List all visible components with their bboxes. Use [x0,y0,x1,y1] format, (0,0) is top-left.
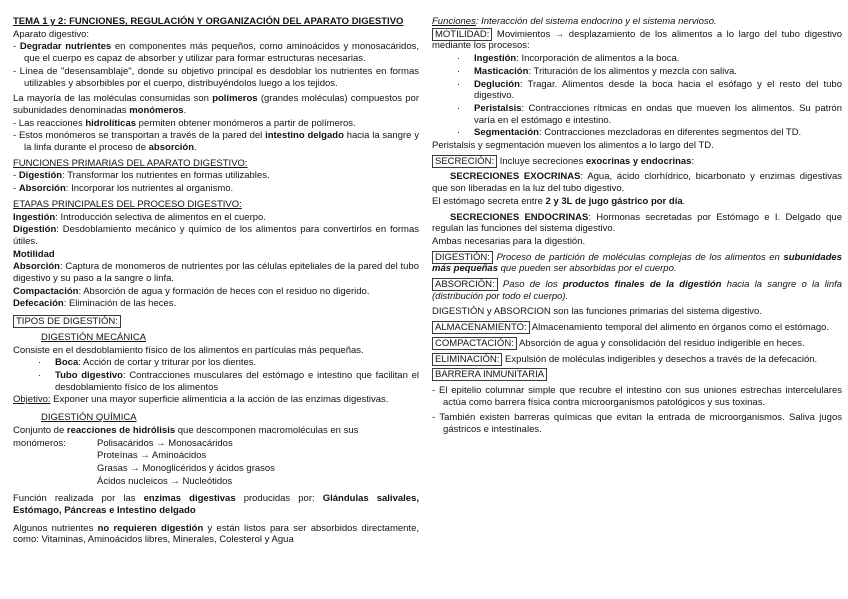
text-segment: producidas por: [235,493,323,505]
text-segment: . [682,195,686,207]
text-segment: intestino delgado [265,130,344,142]
compactacion-paragraph [432,338,842,350]
paragraph [432,140,842,152]
absorcion-paragraph [432,279,842,302]
text-segment: Funciones [432,16,476,27]
text-segment: polímeros [212,93,258,105]
dot-bullet-item [432,103,842,126]
text-segment: Absorción de agua y consolidación del residuo indigerible en heces. [516,337,805,349]
boxed-label: SECRECIÓN: [432,155,497,168]
boxed-label: DIGESTIÓN: [432,251,493,264]
text-segment: monómeros: [13,437,66,449]
dot-bullet-item [13,370,419,393]
text-segment: Objetivo: [13,394,51,406]
text-segment: Expulsión de moléculas indigeribles y desechos a través de la defecación. [502,353,818,365]
dot-bullet-item [432,79,842,102]
bullet-marker: · [38,357,42,369]
bullet-marker: · [457,53,461,65]
tipos-digestion-heading [13,316,419,328]
text-segment: Segmentación [474,127,539,139]
text-segment: Deglución [474,78,520,90]
text-segment: : [691,155,695,167]
bullet-item [13,118,419,130]
subsection-heading [41,332,419,344]
funciones-line [432,16,842,28]
text-segment: Grasas → Monoglicéridos y ácidos grasos [97,462,275,474]
text-segment: Boca [55,357,79,369]
text-segment: Consiste en el desdoblamiento físico de los alimentos en partículas más pequeñas. [13,344,364,356]
bullet-marker: · [457,102,461,114]
text-segment: Peristalsis [474,102,522,114]
paragraph [432,196,842,208]
text-segment: Proceso de partición de moléculas complejas de los alimentos en [492,251,784,263]
text-segment: (grandes moléculas) compuestos por subunidades denominadas [13,93,420,116]
text-segment: : Introducción selectiva de alimentos en el cuerpo. [55,211,266,223]
text-segment: SECRECIONES ENDOCRINAS [450,211,589,223]
text-segment: : Desdoblamiento mecánico y químico de los alimentos para convertirlos en formas útiles. [13,224,419,247]
monomer-map-line [13,438,419,450]
paragraph [13,523,419,546]
text-segment: productos finales de la digestión [562,279,722,291]
bullet-item [432,385,842,408]
text-segment: : Eliminación de las heces. [63,298,177,310]
dot-bullet-item [432,127,842,139]
text-segment: Ácidos nucleicos → Nucleótidos [97,475,233,487]
monomer-map-line [97,463,419,475]
definition [13,261,419,284]
definition [13,212,419,224]
text-segment: : Incorporar los nutrientes al organismo. [65,183,234,195]
boxed-label: BARRERA INMUNITARIA [432,368,547,381]
text-segment: Tubo digestivo [55,369,123,381]
text-segment: DIGESTIÓN y ABSORCION son las funciones primarias del sistema digestivo. [432,306,762,318]
text-segment: SECRECIONES EXOCRINAS [450,171,581,183]
barrera-inmunitaria-heading [432,369,842,381]
text-segment: - También existen barreras químicas que evitan la entrada de microorganismos. Saliva jugos gástricos e intestinales. [432,412,842,436]
objective-line [13,394,419,406]
right-column [432,16,842,599]
text-segment: - Las reacciones [13,117,86,129]
text-segment: Proteínas → Aminoácidos [97,450,207,462]
definition [13,286,419,298]
eliminacion-paragraph [432,354,842,366]
text-segment: : Absorción de agua y formación de heces con el residuo no digerido. [78,285,370,297]
text-segment: - El epitelio columnar simple que recubre el intestino con sus uniones estrechas intercelulares actúa como barrera física contra microorganismos patológicos y sus toxinas. [432,384,842,408]
text-segment: permiten obtener monómeros a partir de polímeros. [136,117,356,129]
text-segment: Algunos nutrientes [13,522,98,534]
motilidad-paragraph [432,29,842,52]
text-segment: que descomponen macromoléculas en sus [175,424,359,436]
boxed-label: ABSORCIÓN: [432,278,498,291]
text-segment: Movimientos → desplazamiento de los alimentos a lo largo del tubo digestivo mediante los procesos: [432,28,842,52]
text-segment: : Captura de monomeros de nutrientes por las células epiteliales de la pared del tubo digestivo y su paso a la sangre o linfa. [13,261,419,285]
text-segment: y están listos para ser absorbidos directamente, como: Vitaminas, Aminoácidos libres, Minerales, Colesterol y Agua [13,522,419,546]
bullet-item [432,412,842,435]
text-segment: Peristalsis y segmentación mueven los alimentos a lo largo del TD. [432,140,714,152]
intro-label [13,29,419,41]
secrecion-paragraph [432,156,842,168]
text-segment: Compactación [13,285,79,297]
text-segment: - Estos monómeros se transportan a través de la pared del [13,130,266,142]
text-segment: : Transformar los nutrientes en formas utilizables. [62,170,270,182]
text-segment: Digestión [13,224,57,236]
text-segment: - [13,183,19,195]
text-segment: : Tragar. Alimentos desde la boca hacia el esófago y el resto del tubo digestivo. [474,78,842,102]
text-segment: enzimas digestivas [143,493,236,505]
text-segment: Almacenamiento temporal del alimento en órganos como el estómago. [529,322,830,334]
paragraph [432,306,842,318]
boxed-label: ALMACENAMIENTO: [432,321,530,334]
text-segment: monómeros [129,104,184,116]
text-segment: : Acción de cortar y triturar por los dientes. [78,357,257,369]
bullet-item [13,170,419,182]
paragraph [13,345,419,357]
text-segment: . [183,104,187,116]
paragraph [13,425,419,437]
text-segment: . [194,142,197,154]
paragraph [432,236,842,248]
boxed-label: MOTILIDAD: [432,28,492,41]
text-segment: : Contracciones musculares del estómago e intestino que facilitan el desdoblamiento físico de los alimentos [55,369,419,393]
text-segment: hacia la sangre o la linfa (distribución por todo el cuerpo). [432,279,843,302]
text-segment: Función realizada por las [13,493,144,505]
paragraph [13,93,419,116]
bullet-item [13,66,419,89]
text-segment: Digestión [18,170,63,182]
section-heading [13,158,419,170]
digestion-paragraph [432,252,842,275]
text-segment: hidrolíticas [85,117,137,129]
text-segment: TEMA 1 y 2: FUNCIONES, REGULACIÓN Y ORGANIZACIÓN DEL APARATO DIGESTIVO [13,16,404,27]
text-segment: hacia la sangre y la linfa durante el proceso de [24,130,419,154]
text-segment: en componentes más pequeños, como aminoácidos y monosacáridos, que el cuerpo es capaz de absorber y utilizar para formar estructuras necesarias. [24,41,419,65]
text-segment: subunidades más pequeñas [432,251,842,275]
text-segment: Ingestión [13,211,56,223]
definition [13,249,419,261]
text-segment: ETAPAS PRINCIPALES DEL PROCESO DIGESTIVO: [13,198,242,210]
bullet-item [13,130,419,153]
dot-bullet-item [432,66,842,78]
section-heading [13,199,419,211]
text-segment: que pueden ser absorbidas por el cuerpo. [498,263,677,275]
text-segment: - [13,170,19,182]
boxed-label: COMPACTACIÓN: [432,337,517,350]
text-segment: - Línea de "desensamblaje", donde su objetivo principal es desdoblar los nutrientes en formas utilizables y absorbibles por el cuerpo, distribuyéndolos luego a los tejidos. [13,65,419,89]
almacenamiento-paragraph [432,322,842,334]
paragraph [432,171,842,194]
text-segment: Aparato digestivo: [13,28,90,40]
document-title [13,16,419,28]
text-segment: Motilidad [13,248,55,260]
text-segment: Conjunto de [13,424,67,436]
text-segment: : Interacción del sistema endocrino y el sistema nervioso. [475,16,717,27]
text-segment: Absorción [13,261,60,273]
text-segment: Polisacáridos → Monosacáridos [97,437,233,449]
bullet-item [13,183,419,195]
text-segment: absorción [148,142,195,154]
monomer-map-line [97,450,419,462]
text-segment: DIGESTIÓN MECÁNICA [41,331,147,343]
bullet-item [13,41,419,64]
dot-bullet-item [432,53,842,65]
text-segment: Defecación [13,298,64,310]
bullet-marker: · [38,369,42,381]
text-segment: Masticación [474,65,529,77]
text-segment: : Trituración de los alimentos y mezcla con saliva. [528,65,737,77]
text-segment: DIGESTIÓN QUÍMICA [41,412,137,424]
text-segment: : Agua, ácido clorhídrico, bicarbonato y enzimas digestivas que son liberadas en la luz del tubo digestivo. [432,171,842,195]
text-segment: - [13,41,20,53]
subsection-heading [41,412,419,424]
bullet-marker: · [457,65,461,77]
text-segment: : Contracciones mezcladoras en diferentes segmentos del TD. [538,127,802,139]
text-segment: Ingestión [474,53,517,65]
boxed-label: ELIMINACIÓN: [432,353,502,366]
text-segment: Paso de los [497,279,563,291]
left-column [13,16,419,599]
text-segment: Exponer una mayor superficie alimenticia a la acción de las enzimas digestivas. [50,394,389,406]
text-segment: : Incorporación de alimentos a la boca. [516,53,680,65]
definition [13,224,419,247]
text-segment: exocrinas y endocrinas [585,155,692,167]
text-segment: El estómago secreta entre [432,195,546,207]
text-segment: FUNCIONES PRIMARIAS DEL APARATO DIGESTIVO: [13,157,248,169]
text-segment: Ambas necesarias para la digestión. [432,235,586,247]
text-segment: Degradar nutrientes [19,41,112,53]
text-segment: Absorción [18,183,66,195]
monomer-map-line [97,476,419,488]
bullet-marker: · [457,127,461,139]
text-segment: La mayoría de las moléculas consumidas son [13,93,213,105]
bullet-marker: · [457,78,461,90]
definition [13,298,419,310]
text-segment: : Contracciones rítmicas en ondas que mueven los alimentos. Su patrón varía en el estómago e intestino. [474,102,842,126]
text-segment: no requieren digestión [97,522,204,534]
text-segment: 2 y 3L de jugo gástrico por día [545,195,683,207]
dot-bullet-item [13,357,419,369]
text-segment: reacciones de hidrólisis [66,424,176,436]
paragraph [432,212,842,235]
text-segment: Incluye secreciones [497,155,586,167]
text-segment: Glándulas salivales, Estómago, Páncreas e Intestino delgado [13,493,419,517]
text-segment: : Hormonas secretadas por Estómago e I. Delgado que regulan las funciones del sistema digestivo. [432,211,842,235]
paragraph [13,493,419,516]
boxed-label: TIPOS DE DIGESTIÓN: [13,315,121,328]
